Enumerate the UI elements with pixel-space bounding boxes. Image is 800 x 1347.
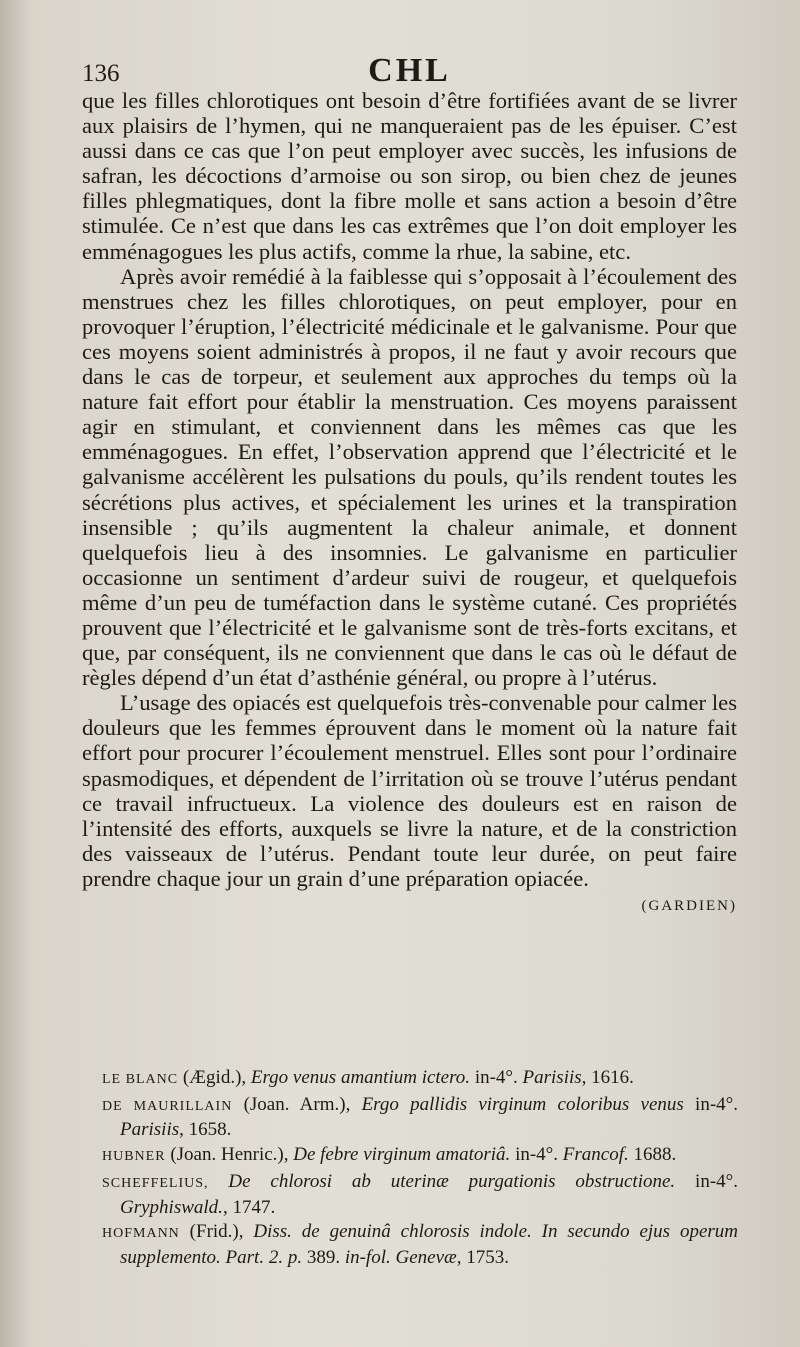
reference-title: De chlorosi ab uterinæ purgationis obstructione.: [228, 1170, 676, 1192]
reference-place: Parisiis: [522, 1067, 582, 1088]
reference-entry: [102, 1220, 738, 1269]
page-number: 136: [82, 60, 120, 87]
reference-year: 1688.: [633, 1144, 677, 1166]
reference-name: (Ægid.),: [182, 1067, 247, 1088]
reference-format: in-4°.: [695, 1170, 739, 1192]
reference-author: DE MAURILLAIN: [102, 1098, 233, 1114]
reference-year: , 1753.: [456, 1246, 509, 1268]
reference-year: , 1658.: [179, 1119, 232, 1141]
reference-entry: [102, 1170, 738, 1219]
reference-year: , 1747.: [222, 1196, 276, 1218]
bibliography: [102, 1066, 738, 1271]
paragraph: Après avoir remédié à la faiblesse qui s’opposait à l’écoulement des menstrues chez les filles chlorotiques, on peut employer, pour en provoquer l’éruption, l’électricité médicinale et le galvanisme. Pour que ces moyens soient administrés à propos, il ne faut y avoir recours que dans le cas de torpeur, et seulement aux approches du temps où la nature fait effort pour établir la menstruation. Ces moyens paraissent agir en stimulant, et conviennent dans les mêmes cas que les emménagogues. En effet, l’observation apprend que l’électricité et le galvanisme accélèrent les pulsations du pouls, qu’ils rendent toutes les sécrétions plus actives, et spécialement les urines et la transpiration insensible ; qu’ils augmentent la chaleur animale, et donnent quelquefois lieu à des insomnies. Le galvanisme en particulier occasionne un sentiment d’ardeur suivi de rougeur, et quelquefois même d’un peu de tuméfaction dans le système cutané. Ces propriétés prouvent que l’électricité et le galvanisme sont de très-forts excitans, et que, par conséquent, ils ne conviennent que dans le cas où le défaut de règles dépend d’un état d’asthénie général, ou propre à l’utérus.: [82, 263, 737, 691]
reference-entry: [102, 1066, 738, 1092]
reference-title: Ergo pallidis virginum coloribus venus: [361, 1093, 684, 1115]
running-head: CHL: [368, 52, 451, 89]
reference-place: Gryphiswald.: [120, 1196, 223, 1218]
reference-title: Diss. de genuinâ chlorosis indole. In secundo ejus operum supplemento. Part. 2. p.: [120, 1221, 738, 1268]
paragraph: que les filles chlorotiques ont besoin d’être fortifiées avant de se livrer aux plaisirs de l’hymen, qui ne manqueraient pas de les épuiser. C’est aussi dans ce cas que l’on peut employer avec succès, les infusions de safran, les décoctions d’armoise ou son sirop, ou bien chez de jeunes filles phlegmatiques, dont la fibre molle et sans action a besoin d’être stimulée. Ce n’est que dans les cas extrêmes que l’on doit employer les emménagogues les plus actifs, comme la rhue, la sabine, etc.: [82, 88, 737, 264]
reference-entry: [102, 1093, 738, 1142]
paragraph: L’usage des opiacés est quelquefois très-convenable pour calmer les douleurs que les femmes éprouvent dans le moment où la nature fait effort pour procurer l’écoulement menstruel. Elles sont pour l’ordinaire spasmodiques, et dépendent de l’irritation où se trouve l’utérus pendant ce travail infructueux. La violence des douleurs est en raison de l’intensité des efforts, auxquels se livre la nature, et de la constriction des vaisseaux de l’utérus. Pendant toute leur durée, on peut faire prendre chaque jour un grain d’une préparation opiacée.: [82, 690, 737, 891]
reference-place: in-fol. Genevæ: [344, 1246, 457, 1268]
reference-place: Parisiis: [120, 1119, 180, 1141]
reference-author: HOFMANN: [102, 1226, 180, 1242]
reference-name: (Joan. Henric.),: [170, 1144, 289, 1166]
reference-author: LE BLANC: [102, 1072, 179, 1087]
author-signature: (GARDIEN): [641, 898, 737, 914]
reference-format: in-4°.: [515, 1144, 559, 1166]
reference-author: HUBNER: [102, 1149, 166, 1165]
reference-title: De febre virginum amatoriâ.: [293, 1144, 511, 1166]
page-header: [82, 52, 737, 92]
reference-name: (Joan. Arm.),: [243, 1093, 351, 1115]
reference-title: Ergo venus amantium ictero.: [250, 1067, 471, 1088]
reference-place: Francof.: [562, 1144, 629, 1166]
reference-entry: [102, 1143, 738, 1169]
reference-year: , 1616.: [581, 1067, 634, 1088]
reference-author: SCHEFFELIUS,: [102, 1175, 209, 1191]
reference-format: in-4°.: [695, 1093, 739, 1115]
reference-format: in-4°.: [474, 1067, 518, 1088]
reference-name: (Frid.),: [189, 1221, 244, 1243]
article-body: [82, 88, 737, 919]
reference-format: 389.: [306, 1246, 341, 1268]
